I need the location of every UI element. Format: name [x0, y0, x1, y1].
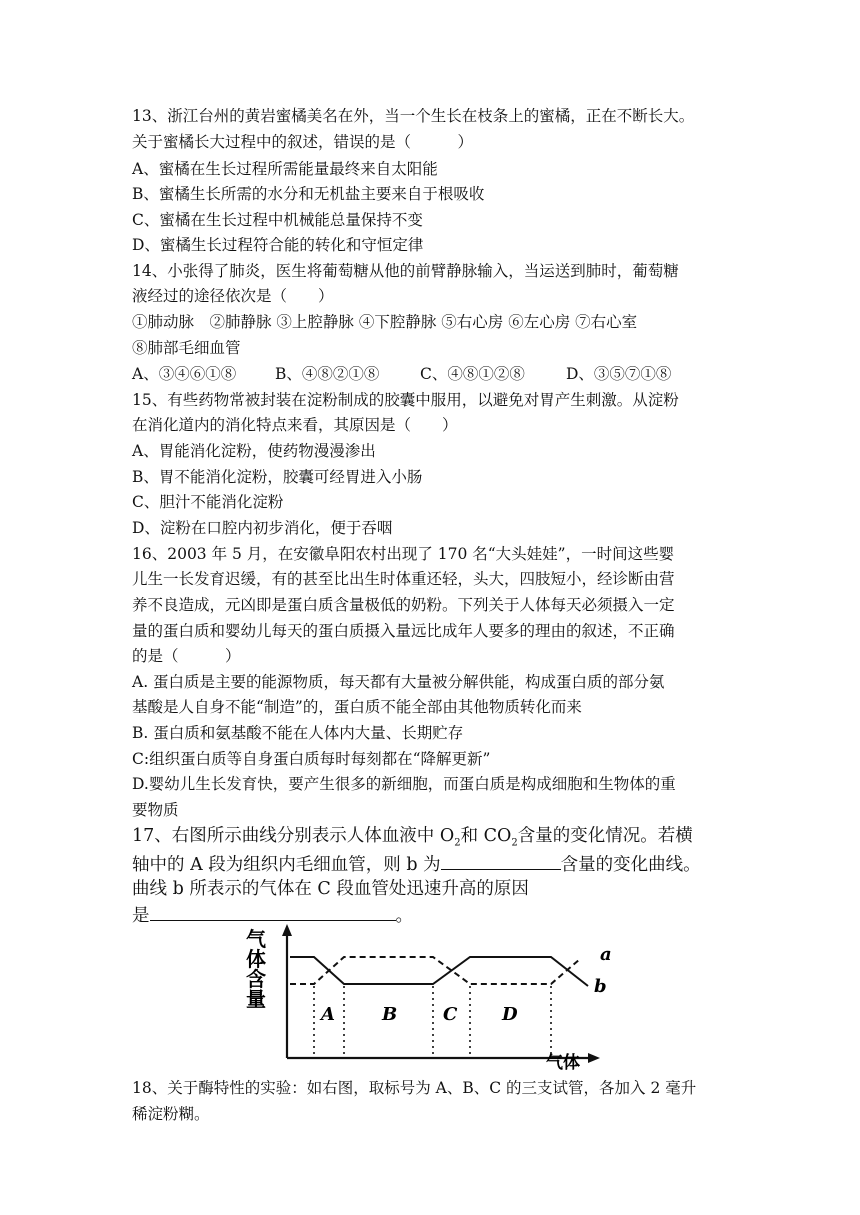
y-label-char-3: 含: [246, 967, 266, 991]
q14-option-b: B、④⑧②①⑧: [275, 365, 380, 383]
y-label-char-2: 体: [246, 947, 266, 971]
segment-d-label: D: [502, 1004, 518, 1025]
gas-content-figure: [240, 922, 630, 1072]
q14-option-a: A、③④⑥①⑧: [132, 365, 237, 383]
q17-line1: 17、右图所示曲线分别表示人体血液中 $O_2$和 $CO_2$含量的变化情况。若横: [132, 826, 693, 849]
q16-option-d-line1: D.婴幼儿生长发育快，要产生很多的新细胞，而蛋白质是构成细胞和生物体的重: [132, 775, 676, 793]
q13-stem-line2: 关于蜜橘长大过程中的叙述，错误的是（ ）: [132, 133, 474, 151]
q14-stem-line1: 14、小张得了肺炎，医生将葡萄糖从他的前臂静脉输入，当运送到肺时，葡萄糖: [132, 262, 679, 280]
q14-option-c: C、④⑧①②⑧: [420, 365, 525, 383]
y-label-char-1: 气: [246, 927, 266, 951]
q16-option-a-line1: A. 蛋白质是主要的能源物质，每天都有大量被分解供能，构成蛋白质的部分氨: [132, 673, 665, 691]
segment-b-label: B: [382, 1004, 398, 1025]
q13-stem-line1: 13、浙江台州的黄岩蜜橘美名在外，当一个生长在枝条上的蜜橘，正在不断长大。: [132, 107, 695, 125]
q16-stem-line1: 16、2003 年 5 月，在安徽阜阳农村出现了 170 名“大头娃娃”，一时间这些婴: [132, 545, 675, 563]
q13-option-d: D、蜜橘生长过程符合能的转化和守恒定律: [132, 236, 424, 254]
q15-stem-line2: 在消化道内的消化特点来看，其原因是（ ）: [132, 416, 458, 434]
q14-items-line2: ⑧肺部毛细血管: [132, 339, 241, 357]
curve-b-label: b: [594, 976, 607, 997]
q15-option-b: B、胃不能消化淀粉，胶囊可经胃进入小肠: [132, 468, 423, 486]
x-axis-label: 气体: [546, 1053, 580, 1072]
q13-option-b: B、蜜橘生长所需的水分和无机盐主要来自于根吸收: [132, 185, 485, 203]
q18-line1: 18、关于酶特性的实验：如右图，取标号为 A、B、C 的三支试管，各加入 2 毫升: [132, 1079, 697, 1097]
q14-stem-line2: 液经过的途径依次是（ ）: [132, 287, 334, 305]
q13-option-c: C、蜜橘在生长过程中机械能总量保持不变: [132, 211, 423, 229]
q15-option-d: D、淀粉在口腔内初步消化，便于吞咽: [132, 519, 393, 537]
segment-a-label: A: [321, 1004, 335, 1025]
q14-items-line1: ①肺动脉 ②肺静脉 ③上腔静脉 ④下腔静脉 ⑤右心房 ⑥左心房 ⑦右心室: [132, 313, 638, 331]
q17-blank-1[interactable]: [441, 853, 561, 870]
q16-stem-line3: 养不良造成，元凶即是蛋白质含量极低的奶粉。下列关于人体每天必须摄入一定: [132, 596, 675, 614]
q14-option-d: D、③⑤⑦①⑧: [566, 365, 672, 383]
q16-option-c: C:组织蛋白质等自身蛋白质每时每刻都在“降解更新”: [132, 750, 491, 768]
x-axis-arrow: [588, 1053, 600, 1063]
q16-stem-line2: 儿生一长发育迟缓，有的甚至比出生时体重还轻，头大，四肢短小，经诊断由营: [132, 570, 675, 588]
q15-option-a: A、胃能消化淀粉，使药物漫漫渗出: [132, 442, 376, 460]
y-label-char-4: 量: [246, 987, 266, 1011]
y-axis-arrow: [282, 924, 292, 936]
q15-stem-line1: 15、有些药物常被封装在淀粉制成的胶囊中服用，以避免对胃产生刺激。从淀粉: [132, 391, 679, 409]
q17-line3: 曲线 b 所表示的气体在 C 段血管处迅速升高的原因: [132, 879, 529, 899]
q18-line2: 稀淀粉糊。: [132, 1105, 210, 1123]
curve-a: [290, 957, 580, 984]
q15-option-c: C、胆汁不能消化淀粉: [132, 493, 284, 511]
q16-stem-line5: 的是（ ）: [132, 647, 241, 665]
q13-option-a: A、蜜橘在生长过程所需能量最终来自太阳能: [132, 160, 438, 178]
q17-blank-2[interactable]: [150, 904, 396, 921]
q14-options: [132, 364, 671, 384]
q17-line4: 是 。: [132, 906, 413, 926]
q16-option-a-line2: 基酸是人自身不能“制造”的，蛋白质不能全部由其他物质转化而来: [132, 698, 582, 716]
q17-line2: 轴中的 A 段为组织内毛细血管，则 b 为 含量的变化曲线。: [132, 855, 701, 875]
segment-c-label: C: [443, 1004, 458, 1025]
q16-option-d-line2: 要物质: [132, 801, 179, 819]
q16-stem-line4: 量的蛋白质和婴幼儿每天的蛋白质摄入量远比成年人要多的理由的叙述，不正确: [132, 622, 675, 640]
q16-option-b: B. 蛋白质和氨基酸不能在人体内大量、长期贮存: [132, 724, 464, 742]
curve-a-label: a: [600, 944, 612, 965]
